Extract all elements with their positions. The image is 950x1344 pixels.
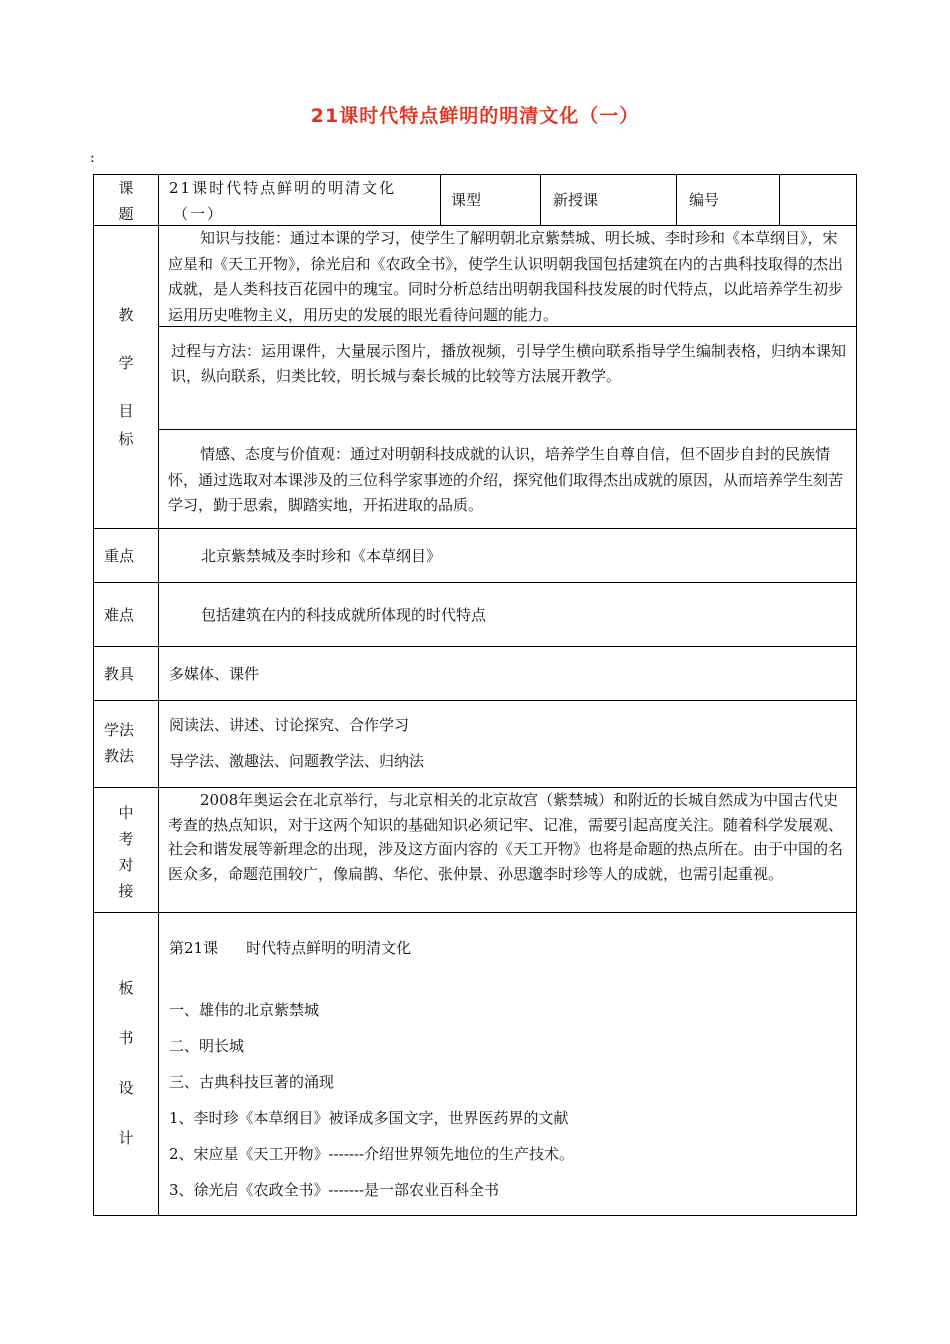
exam-cell <box>158 787 857 913</box>
emotion-goal-text: 情感、态度与价值观：通过对明朝科技成就的认识，培养学生自尊自信，但不固步自封的民族情怀，通过选取对本课涉及的三位科学家事迹的介绍，探究他们取得杰出成就的原因，从而培养学生刻苦学习，勤于思索，脚踏实地，开拓进取的品质。 <box>168 445 844 514</box>
board-item: 1、李时珍《本草纲目》被译成多国文字，世界医药界的文献 <box>169 1109 569 1127</box>
tools-text: 多媒体、课件 <box>169 665 260 683</box>
difficulty-label: 难点 <box>104 606 135 624</box>
lesson-type-value-cell <box>540 174 677 226</box>
board-cell <box>158 912 857 1216</box>
board-item: 二、明长城 <box>169 1037 245 1055</box>
key-point-cell <box>158 528 857 583</box>
board-label-cell <box>93 912 159 1216</box>
difficulty-cell <box>158 582 857 647</box>
tools-label-cell <box>93 646 159 701</box>
board-heading-title: 时代特点鲜明的明清文化 <box>246 939 412 957</box>
learning-methods-text: 阅读法、讲述、讨论探究、合作学习 <box>169 716 410 734</box>
difficulty-label-cell <box>93 582 159 647</box>
board-heading-lesson: 第21课 <box>169 939 219 957</box>
exam-label-cell <box>93 787 159 913</box>
board-item: 三、古典科技巨著的涌现 <box>169 1073 335 1091</box>
number-label-cell <box>676 174 780 226</box>
difficulty-text: 包括建筑在内的科技成就所体现的时代特点 <box>201 606 487 624</box>
board-label: 板 书 设 计 <box>118 979 134 1147</box>
lesson-label: 课 题 <box>118 179 134 223</box>
lesson-type-label: 课型 <box>451 191 482 209</box>
exam-label: 中 考 对 接 <box>118 804 134 900</box>
tools-label: 教具 <box>104 665 135 683</box>
methods-cell <box>158 700 857 788</box>
objectives-label: 教 学 目 标 <box>118 306 134 448</box>
objectives-label-cell <box>93 225 159 529</box>
exam-text: 2008年奥运会在北京举行，与北京相关的北京故宫（紫禁城）和附近的长城自然成为中国古代史考查的热点知识，对于这两个知识的基础知识必须记牢、记准，需要引起高度关注。随着科学发展观、社会和谐发展等新理念的出现，涉及这方面内容的《天工开物》也将是命题的热点所在。由于中国的名医众多，命题范围较广，像扁鹊、华佗、张仲景、孙思邈李时珍等人的成就，也需引起重视。 <box>168 791 844 883</box>
knowledge-goal-cell <box>158 225 857 327</box>
board-item: 2、宋应星《天工开物》-------介绍世界领先地位的生产技术。 <box>169 1145 575 1163</box>
methods-label-cell <box>93 700 159 788</box>
process-goal-text: 过程与方法：运用课件，大量展示图片，播放视频，引导学生横向联系指导学生编制表格，归纳本课知识，纵向联系，归类比较，明长城与秦长城的比较等方法展开教学。 <box>171 342 847 385</box>
key-point-label-cell <box>93 528 159 583</box>
lesson-title: 21课时代特点鲜明的明清文化 （一） <box>169 179 397 223</box>
stray-mark: : <box>90 150 95 166</box>
emotion-goal-cell <box>158 429 857 529</box>
number-label: 编号 <box>689 191 720 209</box>
page-title: 21课时代特点鲜明的明清文化（一） <box>310 105 640 127</box>
teaching-methods-text: 导学法、激趣法、问题教学法、归纳法 <box>169 752 425 770</box>
tools-cell <box>158 646 857 701</box>
board-heading <box>169 935 411 961</box>
board-item: 一、雄伟的北京紫禁城 <box>169 1001 320 1019</box>
lesson-type-value: 新授课 <box>553 191 599 209</box>
lesson-label-cell <box>93 174 159 226</box>
lesson-type-label-cell <box>440 174 541 226</box>
methods-label: 学法 教法 <box>104 721 135 765</box>
knowledge-goal-text: 知识与技能：通过本课的学习，使学生了解明朝北京紫禁城、明长城、李时珍和《本草纲目》，宋应星和《天工开物》，徐光启和《农政全书》，使学生认识明朝我国包括建筑在内的古典科技取得的杰出成就，是人类科技百花园中的瑰宝。同时分析总结出明朝我国科技发展的时代特点，以此培养学生初步运用历史唯物主义，用历史的发展的眼光看待问题的能力。 <box>168 229 844 324</box>
number-value-cell[interactable] <box>779 174 857 226</box>
board-item: 3、徐光启《农政全书》-------是一部农业百科全书 <box>169 1181 500 1199</box>
lesson-title-cell <box>158 174 441 226</box>
key-point-label: 重点 <box>104 547 135 565</box>
key-point-text: 北京紫禁城及李时珍和《本草纲目》 <box>201 547 442 565</box>
process-goal-cell <box>158 326 857 430</box>
